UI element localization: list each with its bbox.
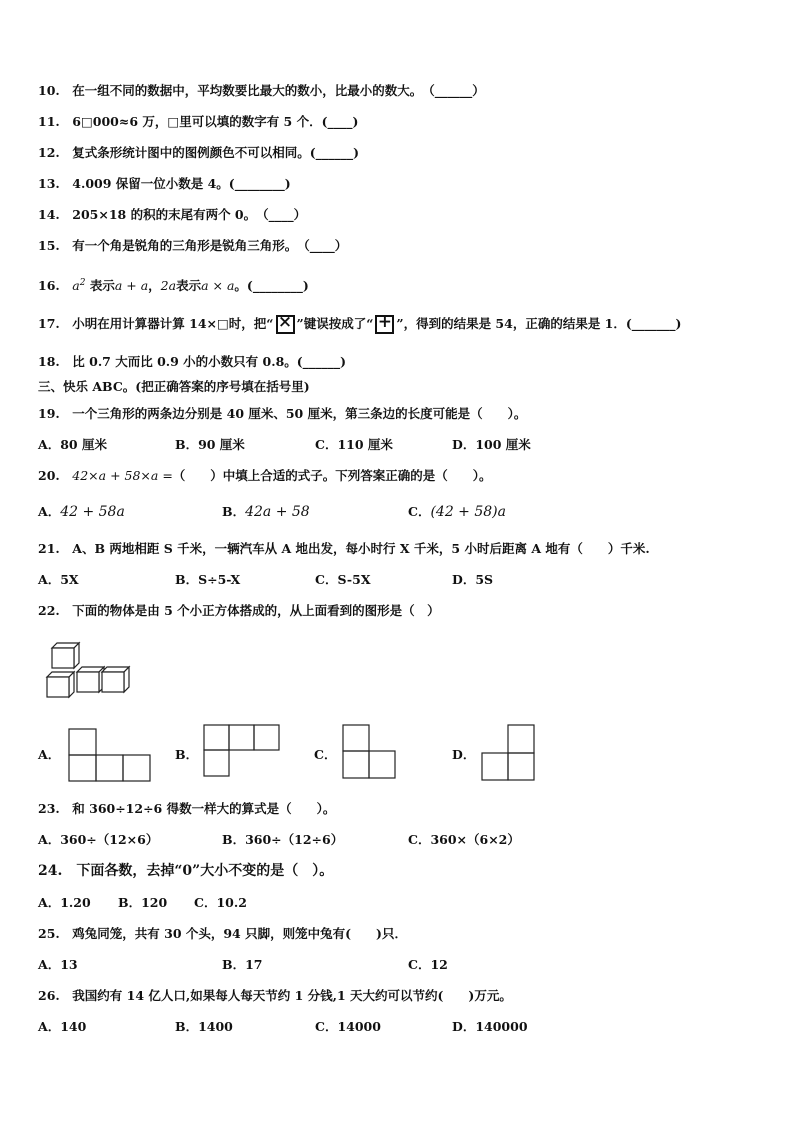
- question-11: 11. 6□000≈6 万，□里可以填的数字有 5 个．(____): [38, 114, 359, 129]
- plus-key-icon: +: [375, 315, 394, 334]
- option-d[interactable]: D．100 厘米: [452, 437, 531, 452]
- multiply-key-icon: ×: [276, 315, 295, 334]
- option-b[interactable]: B．120: [118, 895, 168, 910]
- question-25-options: [38, 957, 738, 973]
- option-b[interactable]: B．360÷（12÷6）: [222, 832, 344, 847]
- question-19: 19. 一个三角形的两条边分别是 40 厘米、50 厘米，第三条边的长度可能是（ ）。: [38, 406, 527, 421]
- question-26-options: [38, 1019, 738, 1035]
- option-a[interactable]: A．5X: [38, 572, 79, 587]
- question-17: 17. 小明在用计算器计算 14×□时，把“ × ”键误按成了“ + ”，得到的结果是 54，正确的结果是 1．(_______): [38, 312, 682, 332]
- question-18: 18. 比 0.7 大而比 0.9 小的小数只有 0.8。(______): [38, 354, 347, 369]
- question-22: 22. 下面的物体是由 5 个小正方体搭成的，从上面看到的图形是（ ）: [38, 603, 440, 618]
- question-24-options: [38, 895, 738, 911]
- question-24: 24. 下面各数，去掉“0”大小不变的是（ ）。: [38, 863, 334, 879]
- option-b-figure[interactable]: [203, 724, 281, 778]
- option-d[interactable]: D．: [452, 747, 476, 762]
- question-12: 12. 复式条形统计图中的图例颜色不可以相同。(______): [38, 145, 360, 160]
- option-c-figure[interactable]: [342, 724, 398, 780]
- option-b[interactable]: B．42a + 58: [222, 504, 310, 520]
- question-20-options: [38, 504, 738, 522]
- question-23-options: [38, 832, 738, 848]
- question-16: 16. $a^2$ 表示a + a，2a表示a × a。(________): [38, 278, 309, 294]
- option-c[interactable]: C．360×（6×2）: [408, 832, 520, 847]
- question-14: 14. 205×18 的积的末尾有两个 0。 （____）: [38, 207, 307, 222]
- option-b[interactable]: B．S÷5-X: [175, 572, 241, 587]
- question-23: 23. 和 360÷12÷6 得数一样大的算式是（ ）。: [38, 801, 336, 816]
- option-c[interactable]: C．14000: [315, 1019, 381, 1034]
- option-b[interactable]: B．90 厘米: [175, 437, 245, 452]
- question-19-options: [38, 437, 738, 453]
- option-c[interactable]: C．10.2: [194, 895, 247, 910]
- option-b[interactable]: B．1400: [175, 1019, 233, 1034]
- question-10: 10. 在一组不同的数据中，平均数要比最大的数小，比最小的数大。 （______）: [38, 83, 485, 98]
- option-d[interactable]: D．140000: [452, 1019, 528, 1034]
- question-13: 13. 4.009 保留一位小数是 4。(________): [38, 176, 291, 191]
- option-a[interactable]: A．13: [38, 957, 78, 972]
- option-c[interactable]: C．: [314, 747, 337, 762]
- question-26: 26. 我国约有 14 亿人口,如果每人每天节约 1 分钱,1 天大约可以节约( )万元。: [38, 988, 512, 1003]
- section-heading: 三、快乐 ABC。(把正确答案的序号填在括号里): [38, 379, 310, 394]
- question-20: 20. 42×a + 58×a =（ ）中填上合适的式子。下列答案正确的是（ ）。: [38, 468, 492, 483]
- question-21-options: [38, 572, 738, 588]
- option-d-figure[interactable]: [481, 724, 537, 782]
- option-a[interactable]: A．140: [38, 1019, 87, 1034]
- cubes-figure: [44, 640, 136, 704]
- option-c[interactable]: C．110 厘米: [315, 437, 393, 452]
- option-a[interactable]: A．1.20: [38, 895, 91, 910]
- question-15: 15. 有一个角是锐角的三角形是锐角三角形。 （____）: [38, 238, 348, 253]
- option-a-figure[interactable]: [68, 728, 152, 782]
- option-b[interactable]: B．17: [222, 957, 263, 972]
- option-c[interactable]: C．12: [408, 957, 448, 972]
- question-25: 25. 鸡兔同笼，共有 30 个头，94 只脚，则笼中兔有( )只．: [38, 926, 407, 941]
- option-d[interactable]: D．5S: [452, 572, 494, 587]
- option-a[interactable]: A．: [38, 747, 61, 762]
- question-21: 21. A、B 两地相距 S 千米，一辆汽车从 A 地出发，每小时行 X 千米，5 小时后距离 A 地有（ ）千米.: [38, 541, 650, 556]
- option-a[interactable]: A．80 厘米: [38, 437, 107, 452]
- option-b[interactable]: B．: [175, 747, 199, 762]
- option-c[interactable]: C．(42 + 58)a: [408, 504, 506, 520]
- option-a[interactable]: A．42 + 58a: [38, 504, 125, 520]
- option-c[interactable]: C．S-5X: [315, 572, 371, 587]
- option-a[interactable]: A．360÷（12×6）: [38, 832, 159, 847]
